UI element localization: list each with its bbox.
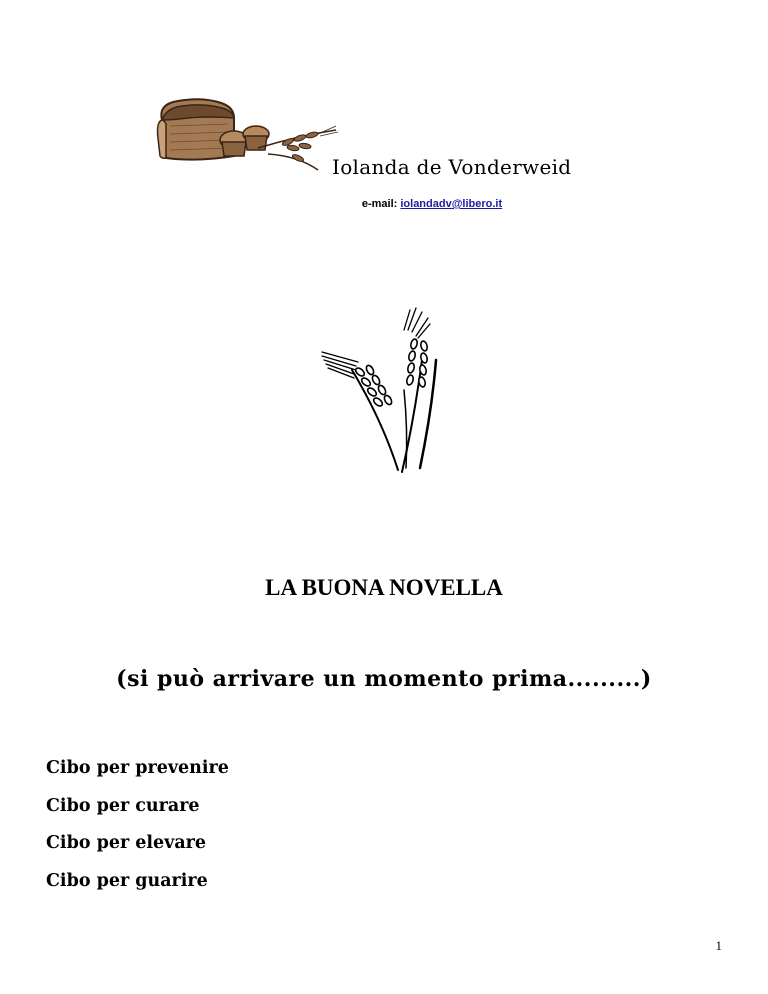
document-subtitle: (si può arrivare un momento prima.........)	[116, 666, 652, 692]
author-name: Iolanda de Vonderweid	[332, 155, 572, 179]
list-item: Cibo per prevenire	[46, 758, 229, 778]
document-title: LA BUONA NOVELLA	[265, 575, 503, 600]
wheat-stalks-icon	[312, 300, 462, 475]
bread-logo-icon	[148, 96, 338, 178]
list-item: Cibo per guarire	[46, 870, 208, 891]
list-item: Cibo per curare	[46, 795, 200, 816]
email-link[interactable]: iolandadv@libero.it	[400, 198, 503, 210]
email-label: e-mail:	[361, 198, 398, 210]
email-line	[0, 198, 768, 210]
list-item: Cibo per elevare	[46, 833, 207, 853]
topics-list	[46, 755, 229, 905]
page-number: 1	[715, 938, 722, 953]
